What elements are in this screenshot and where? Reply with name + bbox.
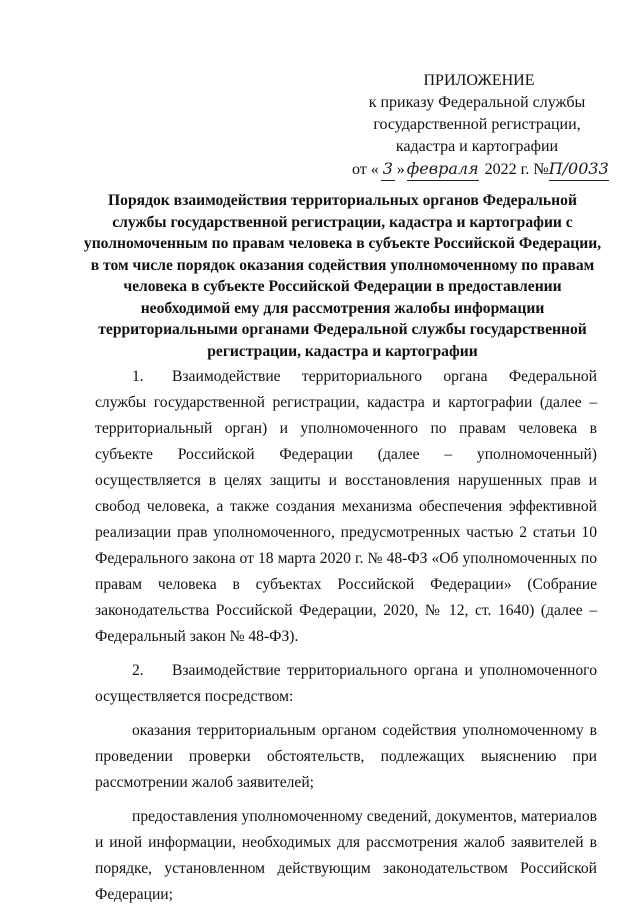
annex-heading: ПРИЛОЖЕНИЕ [423, 72, 535, 89]
paragraph-1-text: Взаимодействие территориального органа Федеральной службы государственной регистрации, кадастра и картографии (далее – территориальный орган) и уполномоченного по правам человека в субъекте Российской Федерации (далее – уполномоченный) осуществляется в целях защиты и восстановления нарушенных прав и свобод человека, а также создания механизма обеспечения эффективной реализации прав уполномоченного, предусмотренных частью 2 статьи 10 Федерального закона от 18 марта 2020 г. № 48-ФЗ «Об уполномоченных по правам человека в субъектах Российской Федерации» (Собрание законодательства Российской Федерации, 2020, № 12, ст. 1640) (далее – Федеральный закон № 48-ФЗ). [95, 368, 597, 645]
order-quote-close: » [396, 161, 405, 178]
order-month: февраля [407, 158, 479, 181]
annex-line-2: государственной регистрации, [373, 116, 581, 133]
annex-line-1: к приказу Федеральной службы [368, 94, 586, 111]
paragraph-2 [95, 658, 597, 710]
list-item: предоставления уполномоченному сведений, документов, материалов и иной информации, необходимых для рассмотрения жалоб заявителей в порядке, установленном действующим законодательством Российской Федерации; [95, 808, 597, 903]
document-body [95, 364, 597, 916]
annex-block [352, 70, 609, 181]
order-number: П/0033 [549, 158, 609, 181]
annex-line-3: кадастра и картографии [395, 138, 559, 155]
document-title: Порядок взаимодействия территориальных органов Федеральной службы государственной регистрации, кадастра и картографии с уполномоченным по правам человека в субъекте Российской Федерации, в том числе порядок оказания содействия уполномоченному по правам человека в субъекте Российской Федерации в предоставлении необходимой ему для рассмотрения жалобы информации территориальными органами Федеральной службы государственной регистрации, кадастра и картографии [83, 192, 602, 360]
order-from-label: от « [352, 161, 379, 178]
paragraph-2-number: 2. [132, 662, 144, 679]
paragraph-1 [95, 364, 597, 650]
order-year: 2022 г. № [484, 161, 549, 178]
order-date-line [352, 158, 609, 181]
paragraph-2-text: Взаимодействие территориального органа и уполномоченного осуществляется посредством: [95, 662, 597, 705]
paragraph-1-number: 1. [132, 368, 144, 385]
order-day: 3 [381, 158, 395, 181]
list-item: оказания территориальным органом содействия уполномоченному в проведении проверки обстоятельств, подлежащих выяснению при рассмотрении жалоб заявителей; [95, 722, 597, 791]
